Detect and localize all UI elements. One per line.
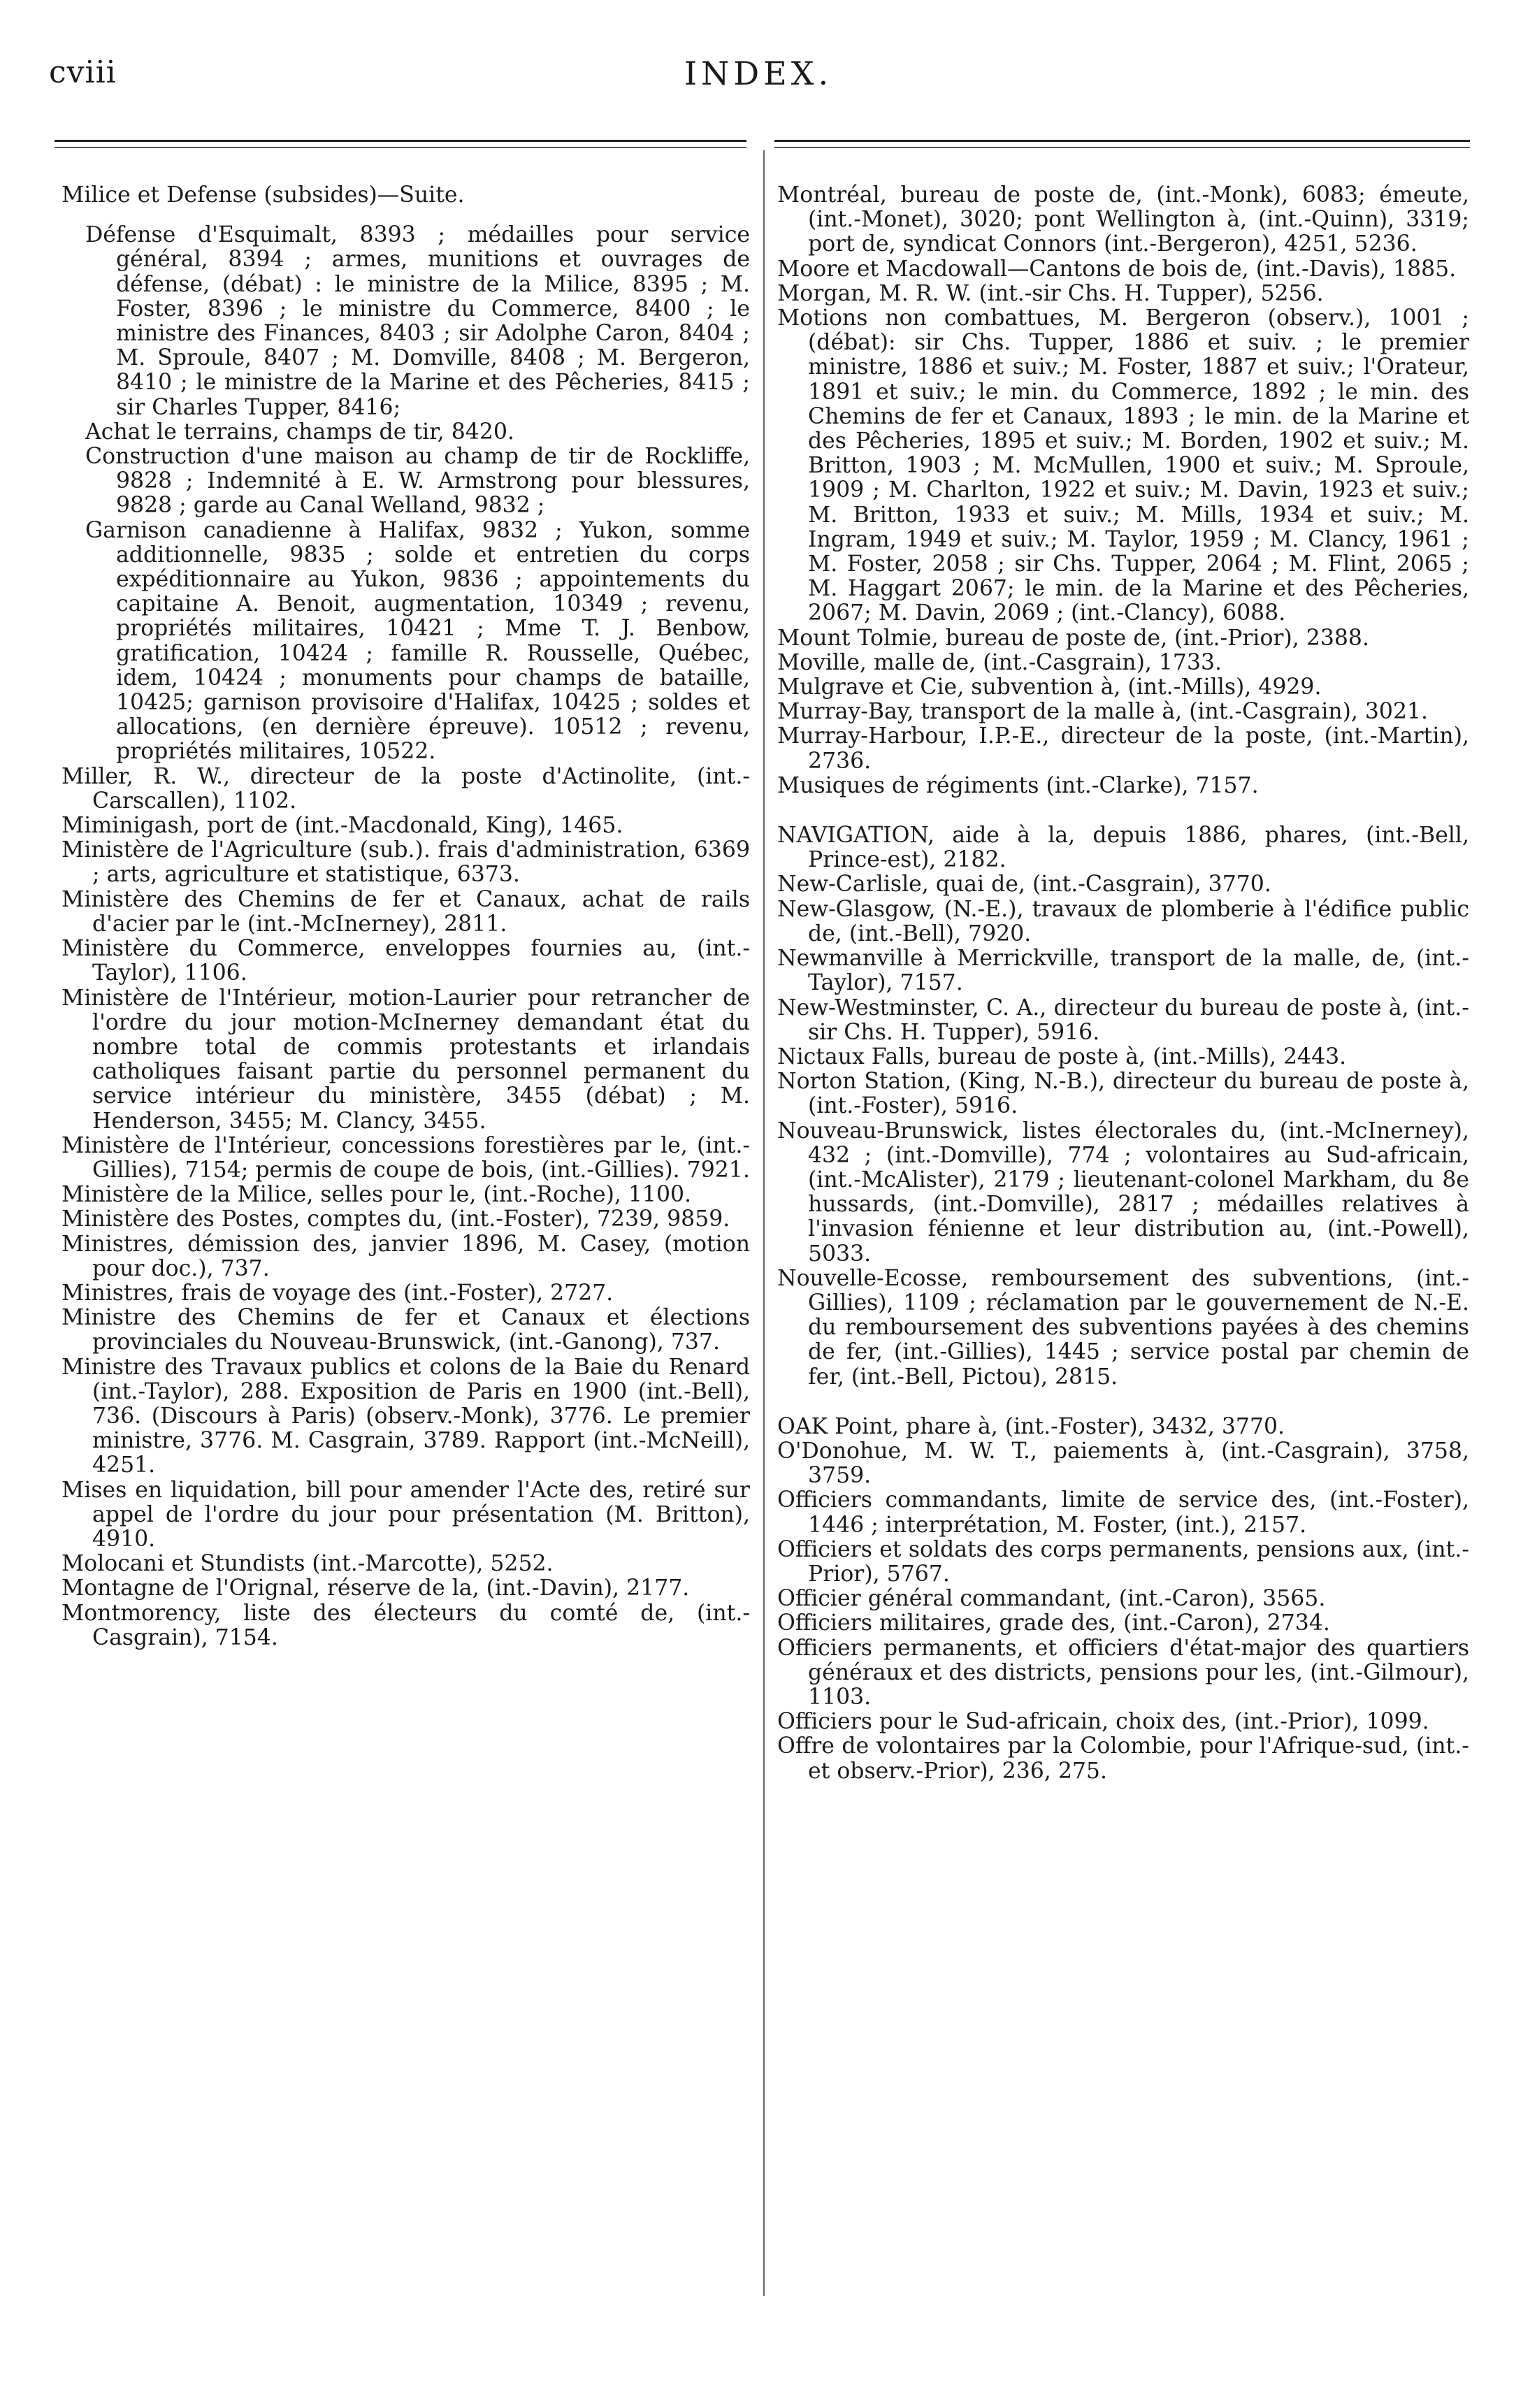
index-entry: Moore et Macdowall—Cantons de bois de, (int.-Davis), 1885. (777, 256, 1457, 282)
index-entry: Musiques de régiments (int.-Clarke), 7157. (777, 772, 1259, 798)
index-entry: Ministres, démission des, janvier 1896, M. Casey, (motion pour doc.), 737. (62, 1231, 750, 1281)
index-entry: Ministère de l'Agriculture (sub.). frais d'administration, 6369 ; arts, agriculture et statistique, 6373. (62, 837, 750, 888)
page-header (49, 55, 1468, 110)
index-entry: O'Donohue, M. W. T., paiements à, (int.-Casgrain), 3758, 3759. (777, 1438, 1469, 1489)
index-entry: Mulgrave et Cie, subvention à, (int.-Mills), 4929. (777, 675, 1322, 700)
header-rule-left-secondary (55, 147, 746, 148)
column-divider (763, 150, 765, 2296)
index-entry: Ministre des Chemins de fer et Canaux et élections provinciales du Nouveau-Brunswick, (int.-Ganong), 737. (62, 1305, 750, 1355)
header-rule-right-secondary (774, 147, 1470, 148)
index-entry: Ministère des Chemins de fer et Canaux, achat de rails d'acier par le (int.-McInerney), 2811. (62, 886, 750, 937)
index-entry: Officiers militaires, grade des, (int.-Caron), 2734. (777, 1610, 1330, 1636)
index-entry: Montagne de l'Orignal, réserve de la, (int.-Davin), 2177. (62, 1576, 690, 1601)
index-entry: Miller, R. W., directeur de la poste d'Actinolite, (int.-Carscallen), 1102. (62, 763, 750, 814)
index-entry: Norton Station, (King, N.-B.), directeur du bureau de poste à, (int.-Foster), 5916. (777, 1069, 1469, 1119)
index-entry: Défense d'Esquimalt, 8393 ; médailles pour service général, 8394 ; armes, munitions et ouvrages de défense, (débat) : le ministre de la Milice, 8395 ; M. Foster, 8396 ; le ministre du Commerce, 8400 ; le ministre des Finances, 8403 ; sir Adolphe Caron, 8404 ; M. Sproule, 8407 ; M. Domville, 8408 ; M. Bergeron, 8410 ; le ministre de la Marine et des Pêcheries, 8415 ; sir Charles Tupper, 8416; (85, 222, 750, 420)
right-index-column (777, 183, 1469, 1784)
index-entry: Officiers permanents, et officiers d'état-major des quartiers généraux et des districts, pensions pour les, (int.-Gilmour), 1103. (777, 1635, 1469, 1710)
index-entry: Garnison canadienne à Halifax, 9832 ; Yukon, somme additionnelle, 9835 ; solde et entretien du corps expéditionnaire au Yukon, 9836 ; appointements du capitaine A. Benoit, augmentation, 10349 ; revenu, propriétés militaires, 10421 ; Mme T. J. Benbow, gratification, 10424 ; famille R. Rousselle, Québec, idem, 10424 ; monuments pour champs de bataille, 10425; garnison provisoire d'Halifax, 10425 ; soldes et allocations, (en dernière épreuve). 10512 ; revenu, propriétés militaires, 10522. (85, 517, 750, 765)
index-entry: Construction d'une maison au champ de tir de Rockliffe, 9828 ; Indemnité à E. W. Armstrong pour blessures, 9828 ; garde au Canal Welland, 9832 ; (85, 444, 750, 519)
header-rule-right (774, 140, 1470, 142)
index-entry: Mount Tolmie, bureau de poste de, (int.-Prior), 2388. (777, 625, 1369, 651)
index-entry: Molocani et Stundists (int.-Marcotte), 5252. (62, 1551, 554, 1577)
index-entry: Nouvelle-Ecosse, remboursement des subventions, (int.-Gillies), 1109 ; réclamation par le gouvernement de N.-E. du remboursement des subventions payées à des chemins de fer, (int.-Gillies), 1445 ; service postal par chemin de fer, (int.-Bell, Pictou), 2815. (777, 1265, 1469, 1390)
index-entry: Newmanville à Merrickville, transport de la malle, de, (int.-Taylor), 7157. (777, 946, 1469, 996)
index-entry: NAVIGATION, aide à la, depuis 1886, phares, (int.-Bell, Prince-est), 2182. (777, 823, 1469, 873)
page-title: INDEX. (684, 55, 833, 92)
index-entry: Ministère de la Milice, selles pour le, (int.-Roche), 1100. (62, 1182, 692, 1208)
index-entry: Morgan, M. R. W. (int.-sir Chs. H. Tupper), 5256. (777, 280, 1324, 306)
index-entry: Motions non combattues, M. Bergeron (observ.), 1001 ; (débat): sir Chs. Tupper, 1886 et suiv. ; le premier ministre, 1886 et suiv.; M. Foster, 1887 et suiv.; l'Orateur, 1891 et suiv.; le min. du Commerce, 1892 ; le min. des Chemins de fer et Canaux, 1893 ; le min. de la Marine et des Pêcheries, 1895 et suiv.; M. Borden, 1902 et suiv.; M. Britton, 1903 ; M. McMullen, 1900 et suiv.; M. Sproule, 1909 ; M. Charlton, 1922 et suiv.; M. Davin, 1923 et suiv.; M. Britton, 1933 et suiv.; M. Mills, 1934 et suiv.; M. Ingram, 1949 et suiv.; M. Taylor, 1959 ; M. Clancy, 1961 ; M. Foster, 2058 ; sir Chs. Tupper, 2064 ; M. Flint, 2065 ; M. Haggart 2067; le min. de la Marine et des Pêcheries, 2067; M. Davin, 2069 ; (int.-Clancy), 6088. (777, 305, 1469, 626)
index-entry: Officiers pour le Sud-africain, choix des, (int.-Prior), 1099. (777, 1709, 1429, 1735)
index-entry: Officiers et soldats des corps permanents, pensions aux, (int.-Prior), 5767. (777, 1536, 1469, 1587)
index-entry: Murray-Bay, transport de la malle à, (int.-Casgrain), 3021. (777, 699, 1429, 725)
index-entry: New-Glasgow, (N.-E.), travaux de plomberie à l'édifice public de, (int.-Bell), 7920. (777, 896, 1469, 946)
index-entry: Nictaux Falls, bureau de poste à, (int.-Mills), 2443. (777, 1044, 1347, 1069)
index-entry: Miminigash, port de (int.-Macdonald, King), 1465. (62, 813, 623, 839)
index-entry: Ministre des Travaux publics et colons de la Baie du Renard (int.-Taylor), 288. Exposition de Paris en 1900 (int.-Bell), 736. (Discours à Paris) (observ.-Monk), 3776. Le premier ministre, 3776. M. Casgrain, 3789. Rapport (int.-McNeill), 4251. (62, 1354, 750, 1478)
page-number: cviii (49, 55, 117, 90)
left-index-column (62, 183, 750, 1650)
index-entry: Officier général commandant, (int.-Caron), 3565. (777, 1586, 1326, 1612)
index-entry: Nouveau-Brunswick, listes électorales du, (int.-McInerney), 432 ; (int.-Domville), 774 ; volontaires au Sud-africain, (int.-McAlister), 2179 ; lieutenant-colonel Markham, du 8e hussards, (int.-Domville), 2817 ; médailles relatives à l'invasion fénienne et leur distribution au, (int.-Powell), 5033. (777, 1118, 1469, 1267)
index-entry: Officiers commandants, limite de service des, (int.-Foster), 1446 ; interprétation, M. Foster, (int.), 2157. (777, 1487, 1469, 1538)
index-entry: Murray-Harbour, I.P.-E., directeur de la poste, (int.-Martin), 2736. (777, 723, 1469, 774)
index-entry: Ministres, frais de voyage des (int.-Foster), 2727. (62, 1280, 614, 1306)
index-entry: Montmorency, liste des électeurs du comté de, (int.-Casgrain), 7154. (62, 1600, 750, 1650)
index-entry: New-Carlisle, quai de, (int.-Casgrain), 3770. (777, 872, 1271, 897)
index-entry: Ministère du Commerce, enveloppes fournies au, (int.-Taylor), 1106. (62, 936, 750, 986)
index-entry: New-Westminster, C. A., directeur du bureau de poste à, (int.-sir Chs. H. Tupper), 5916. (777, 995, 1469, 1045)
index-entry: Offre de volontaires par la Colombie, pour l'Afrique-sud, (int.-et observ.-Prior), 236, 275. (777, 1733, 1469, 1784)
index-entry: OAK Point, phare à, (int.-Foster), 3432, 3770. (777, 1413, 1285, 1439)
index-entry: Achat le terrains, champs de tir, 8420. (85, 419, 514, 445)
index-entry: Montréal, bureau de poste de, (int.-Monk), 6083; émeute, (int.-Monet), 3020; pont Wellington à, (int.-Quinn), 3319; port de, syndicat Connors (int.-Bergeron), 4251, 5236. (777, 182, 1469, 257)
index-entry: Moville, malle de, (int.-Casgrain), 1733. (777, 649, 1222, 675)
index-entry: Mises en liquidation, bill pour amender l'Acte des, retiré sur appel de l'ordre du jour pour présentation (M. Britton), 4910. (62, 1477, 750, 1552)
index-entry: Ministère des Postes, comptes du, (int.-Foster), 7239, 9859. (62, 1206, 730, 1232)
index-heading: Milice et Defense (subsides)—Suite. (62, 182, 465, 208)
header-rule-left (55, 140, 746, 142)
index-entry: Ministère de l'Intérieur, concessions forestières par le, (int.-Gillies), 7154; permis de coupe de bois, (int.-Gillies). 7921. (62, 1132, 750, 1183)
index-entry: Ministère de l'Intérieur, motion-Laurier pour retrancher de l'ordre du jour motion-McInerney demandant état du nombre total de commis protestants et irlandais catholiques faisant partie du personnel permanent du service intérieur du ministère, 3455 (débat) ; M. Henderson, 3455; M. Clancy, 3455. (62, 985, 750, 1134)
